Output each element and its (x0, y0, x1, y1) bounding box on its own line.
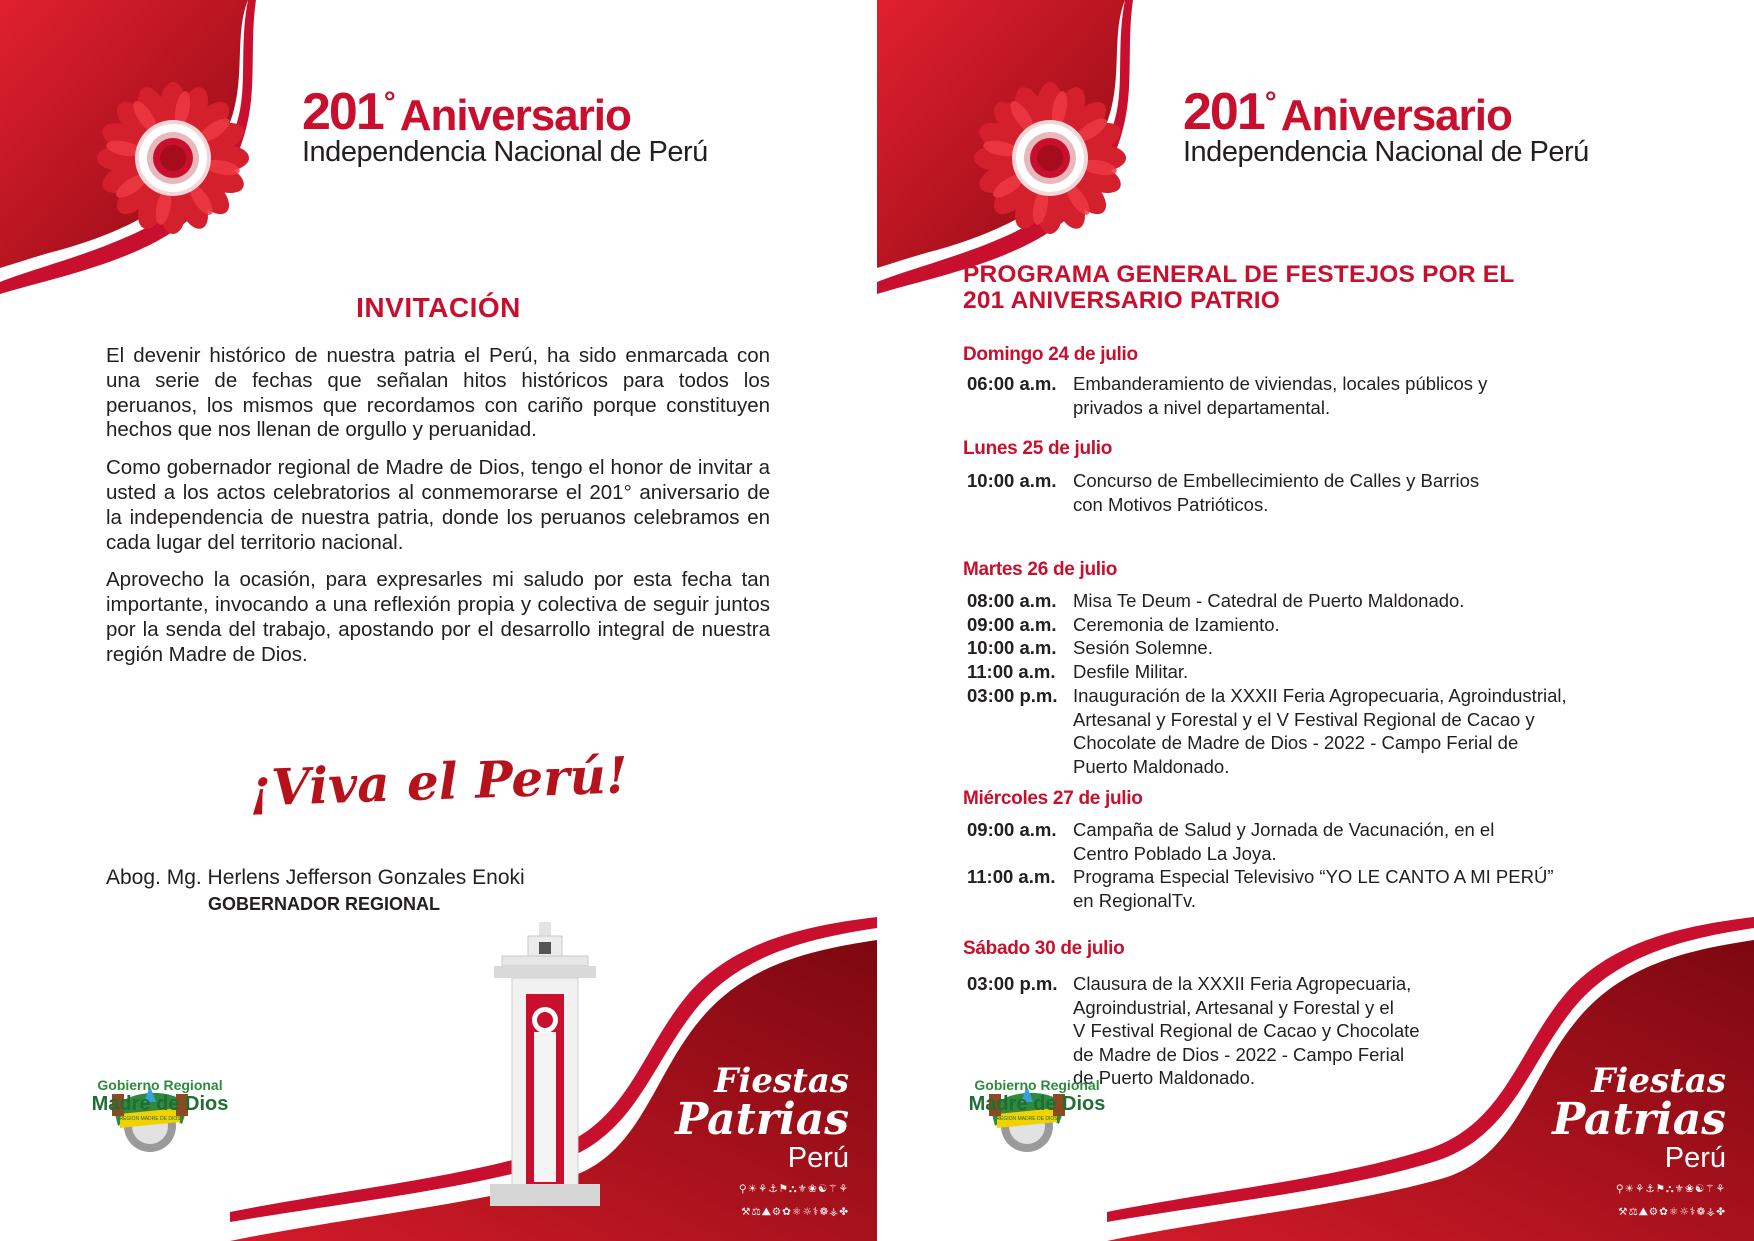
event-line: Programa Especial Televisivo “YO LE CANTO A MI PERÚ” (1073, 866, 1554, 887)
event-line: Centro Poblado La Joya. (1073, 842, 1277, 864)
event-line: Misa Te Deum - Catedral de Puerto Maldonado. (1073, 590, 1465, 611)
event-line: de Madre de Dios - 2022 - Campo Ferial (1073, 1043, 1405, 1065)
event-time: 03:00 p.m. (967, 685, 1058, 706)
anniversary-word: Aniversario (1280, 91, 1512, 140)
viva-peru-slogan: ¡Viva el Perú! (248, 745, 629, 818)
schedule-event (967, 660, 1643, 684)
logo-line-1: Gobierno Regional (974, 1077, 1100, 1093)
fiestas-patrias-logo (1552, 1061, 1726, 1219)
degree-sign: ° (1264, 86, 1275, 119)
peru-word: Perú (1664, 1142, 1726, 1175)
logo-line-2: Madre de Dios (968, 1093, 1106, 1115)
event-line: Sesión Solemne. (1073, 637, 1213, 658)
event-time: 10:00 a.m. (967, 470, 1057, 491)
degree-sign: ° (383, 86, 394, 119)
event-line: Artesanal y Forestal y el V Festival Regional de Cacao y (1073, 708, 1535, 730)
event-time: 09:00 a.m. (967, 614, 1057, 635)
event-line: Concurso de Embellecimiento de Calles y Barrios (1073, 470, 1480, 491)
escarapela-rosette-icon (93, 78, 253, 238)
schedule-event (967, 865, 1643, 912)
glyph-row: ⚲☀⚘⚓⚑⛬⚜❀☯⚚⚘ (1615, 1182, 1726, 1195)
event-line: V Festival Regional de Cacao y Chocolate (1073, 1020, 1420, 1041)
program-page (877, 0, 1754, 1241)
event-time: 10:00 a.m. (967, 637, 1057, 658)
event-line: Chocolate de Madre de Dios - 2022 - Campo Ferial de (1073, 732, 1519, 753)
event-line: Agroindustrial, Artesanal y Forestal y el (1073, 996, 1394, 1018)
invitation-title: INVITACIÓN (356, 292, 521, 323)
program-title-line-1: PROGRAMA GENERAL DE FESTEJOS POR EL (963, 261, 1515, 288)
event-line: Embanderamiento de viviendas, locales públicos y (1073, 373, 1488, 394)
anniversary-word: Aniversario (399, 91, 631, 140)
event-line: privados a nivel departamental. (1073, 396, 1331, 418)
day-heading: Lunes 25 de julio (963, 438, 1113, 459)
coat-of-arms-text: REGION MADRE DE DIOS (119, 1116, 181, 1122)
letter-paragraph: Aprovecho la ocasión, para expresarles mi saludo por esta fecha tan importante, invocando a una reflexión propia y colectiva de seguir juntos por la senda del trabajo, apostando por el desarrollo integral de nuestra región Madre de Dios. (106, 568, 770, 666)
fiestas-word: Fiestas (1591, 1061, 1726, 1101)
letter-paragraph: Como gobernador regional de Madre de Dios, tengo el honor de invitar a usted a los actos celebratorios al conmemorarse el 201° aniversario de la independencia de nuestra patria, donde los peruanos celebramos en cada lugar del territorio nacional. (106, 456, 770, 554)
invitation-letter (106, 344, 770, 681)
event-line: con Motivos Patrióticos. (1073, 493, 1269, 515)
regional-government-logo (957, 1078, 1117, 1114)
event-time: 08:00 a.m. (967, 590, 1057, 611)
patrias-word: Patrias (675, 1094, 849, 1146)
peru-word: Perú (787, 1142, 849, 1175)
escarapela-rosette-icon (970, 78, 1130, 238)
letter-paragraph: El devenir histórico de nuestra patria el Perú, ha sido enmarcada con una serie de fechas que señalan hitos históricos para todos los peruanos, los mismos que recordamos con cariño porque constituyen hechos que nos llenan de orgullo y peruanidad. (106, 344, 770, 442)
anniversary-subtitle: Independencia Nacional de Perú (302, 136, 708, 168)
day-heading: Sábado 30 de julio (963, 938, 1125, 959)
glyph-row: ⚲☀⚘⚓⚑⛬⚜❀☯⚚⚘ (738, 1182, 849, 1195)
schedule-event (967, 818, 1643, 865)
glyph-row: ⚒⚖⛰⚙✿⚛☼⚕❁⚶✤ (1618, 1205, 1726, 1218)
event-time: 11:00 a.m. (967, 866, 1056, 887)
anniversary-heading (302, 83, 708, 169)
anniversary-number: 201 (1183, 83, 1264, 141)
signer-role: GOBERNADOR REGIONAL (208, 894, 441, 914)
glyph-row: ⚒⚖⛰⚙✿⚛☼⚕❁⚶✤ (741, 1205, 849, 1218)
event-line: en RegionalTv. (1073, 889, 1197, 911)
schedule-event (967, 469, 1643, 516)
schedule-event (967, 372, 1643, 419)
schedule-event (967, 636, 1643, 660)
event-time: 03:00 p.m. (967, 973, 1058, 994)
program-title (963, 262, 1663, 314)
anniversary-heading (1183, 83, 1589, 169)
signer-name: Abog. Mg. Herlens Jefferson Gonzales Enoki (106, 866, 525, 889)
event-line: Inauguración de la XXXII Feria Agropecuaria, Agroindustrial, (1073, 685, 1567, 706)
monument-icon (490, 922, 600, 1206)
schedule-event (967, 684, 1643, 778)
day-heading: Miércoles 27 de julio (963, 788, 1143, 809)
day-heading: Domingo 24 de julio (963, 344, 1138, 365)
anniversary-number: 201 (302, 83, 383, 141)
event-line: Desfile Militar. (1073, 661, 1189, 682)
fiestas-word: Fiestas (714, 1061, 849, 1101)
logo-line-1: Gobierno Regional (97, 1077, 223, 1093)
event-line: Clausura de la XXXII Feria Agropecuaria, (1073, 973, 1412, 994)
program-title-line-2: 201 ANIVERSARIO PATRIO (963, 287, 1281, 314)
anniversary-subtitle: Independencia Nacional de Perú (1183, 136, 1589, 168)
coat-of-arms-text: REGION MADRE DE DIOS (996, 1116, 1058, 1122)
event-time: 06:00 a.m. (967, 373, 1057, 394)
patrias-word: Patrias (1552, 1094, 1726, 1146)
event-line: Puerto Maldonado. (1073, 755, 1230, 777)
regional-government-logo (80, 1078, 240, 1114)
event-line: Ceremonia de Izamiento. (1073, 614, 1280, 635)
event-time: 11:00 a.m. (967, 661, 1056, 682)
day-heading: Martes 26 de julio (963, 559, 1118, 580)
schedule-event (967, 972, 1643, 1090)
event-line: Campaña de Salud y Jornada de Vacunación, en el (1073, 819, 1495, 840)
schedule-event (967, 589, 1643, 613)
schedule-event (967, 613, 1643, 637)
fiestas-patrias-logo (675, 1061, 849, 1219)
logo-line-2: Madre de Dios (91, 1093, 229, 1115)
event-line: de Puerto Maldonado. (1073, 1067, 1256, 1088)
event-time: 09:00 a.m. (967, 819, 1057, 840)
